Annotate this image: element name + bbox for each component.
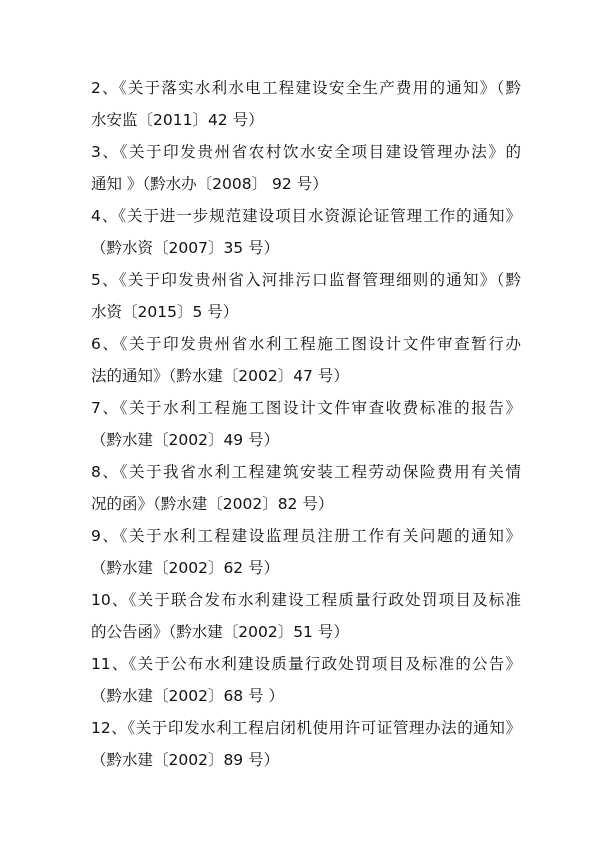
regulation-list — [91, 72, 521, 776]
entry-line: 6、《关于印发贵州省水利工程施工图设计文件审查暂行办 — [91, 335, 521, 353]
entry-line: 12、《关于印发水利工程启闭机使用许可证管理办法的通知》 — [91, 719, 521, 737]
list-item — [91, 392, 521, 456]
entry-line: 9、《关于水利工程建设监理员注册工作有关问题的通知》 — [91, 527, 521, 545]
list-item — [91, 264, 521, 328]
entry-line: （黔水建〔2002〕68 号 ） — [91, 687, 285, 705]
entry-line: 7、《关于水利工程施工图设计文件审查收费标准的报告》 — [91, 399, 521, 417]
entry-line: 3、《关于印发贵州省农村饮水安全项目建设管理办法》的 — [91, 143, 521, 161]
entry-line: 水资〔2015〕5 号） — [91, 303, 239, 321]
list-item — [91, 200, 521, 264]
entry-line: 的公告函》（黔水建〔2002〕51 号） — [91, 623, 349, 641]
list-item — [91, 648, 521, 712]
entry-line: 通知 》（黔水办〔2008〕 92 号） — [91, 175, 328, 193]
list-item — [91, 328, 521, 392]
entry-line: 2、《关于落实水利水电工程建设安全生产费用的通知》（黔 — [91, 79, 521, 97]
entry-line: 5、《关于印发贵州省入河排污口监督管理细则的通知》（黔 — [91, 271, 521, 289]
entry-line: （黔水资〔2007〕35 号） — [91, 239, 280, 257]
entry-line: 10、《关于联合发布水利建设工程质量行政处罚项目及标准 — [91, 591, 521, 609]
entry-line: 4、《关于进一步规范建设项目水资源论证管理工作的通知》 — [91, 207, 521, 225]
list-item — [91, 72, 521, 136]
entry-line: 法的通知》（黔水建〔2002〕47 号） — [91, 367, 349, 385]
entry-line: （黔水建〔2002〕62 号） — [91, 559, 280, 577]
list-item — [91, 712, 521, 776]
list-item — [91, 584, 521, 648]
entry-line: （黔水建〔2002〕49 号） — [91, 431, 280, 449]
entry-line: 11、《关于公布水利建设质量行政处罚项目及标准的公告》 — [91, 655, 521, 673]
entry-line: 水安监〔2011〕42 号） — [91, 111, 264, 129]
entry-line: （黔水建〔2002〕89 号） — [91, 751, 280, 769]
list-item — [91, 136, 521, 200]
list-item — [91, 520, 521, 584]
entry-line: 况的函》（黔水建〔2002〕82 号） — [91, 495, 334, 513]
list-item — [91, 456, 521, 520]
entry-line: 8、《关于我省水利工程建筑安装工程劳动保险费用有关情 — [91, 463, 521, 481]
